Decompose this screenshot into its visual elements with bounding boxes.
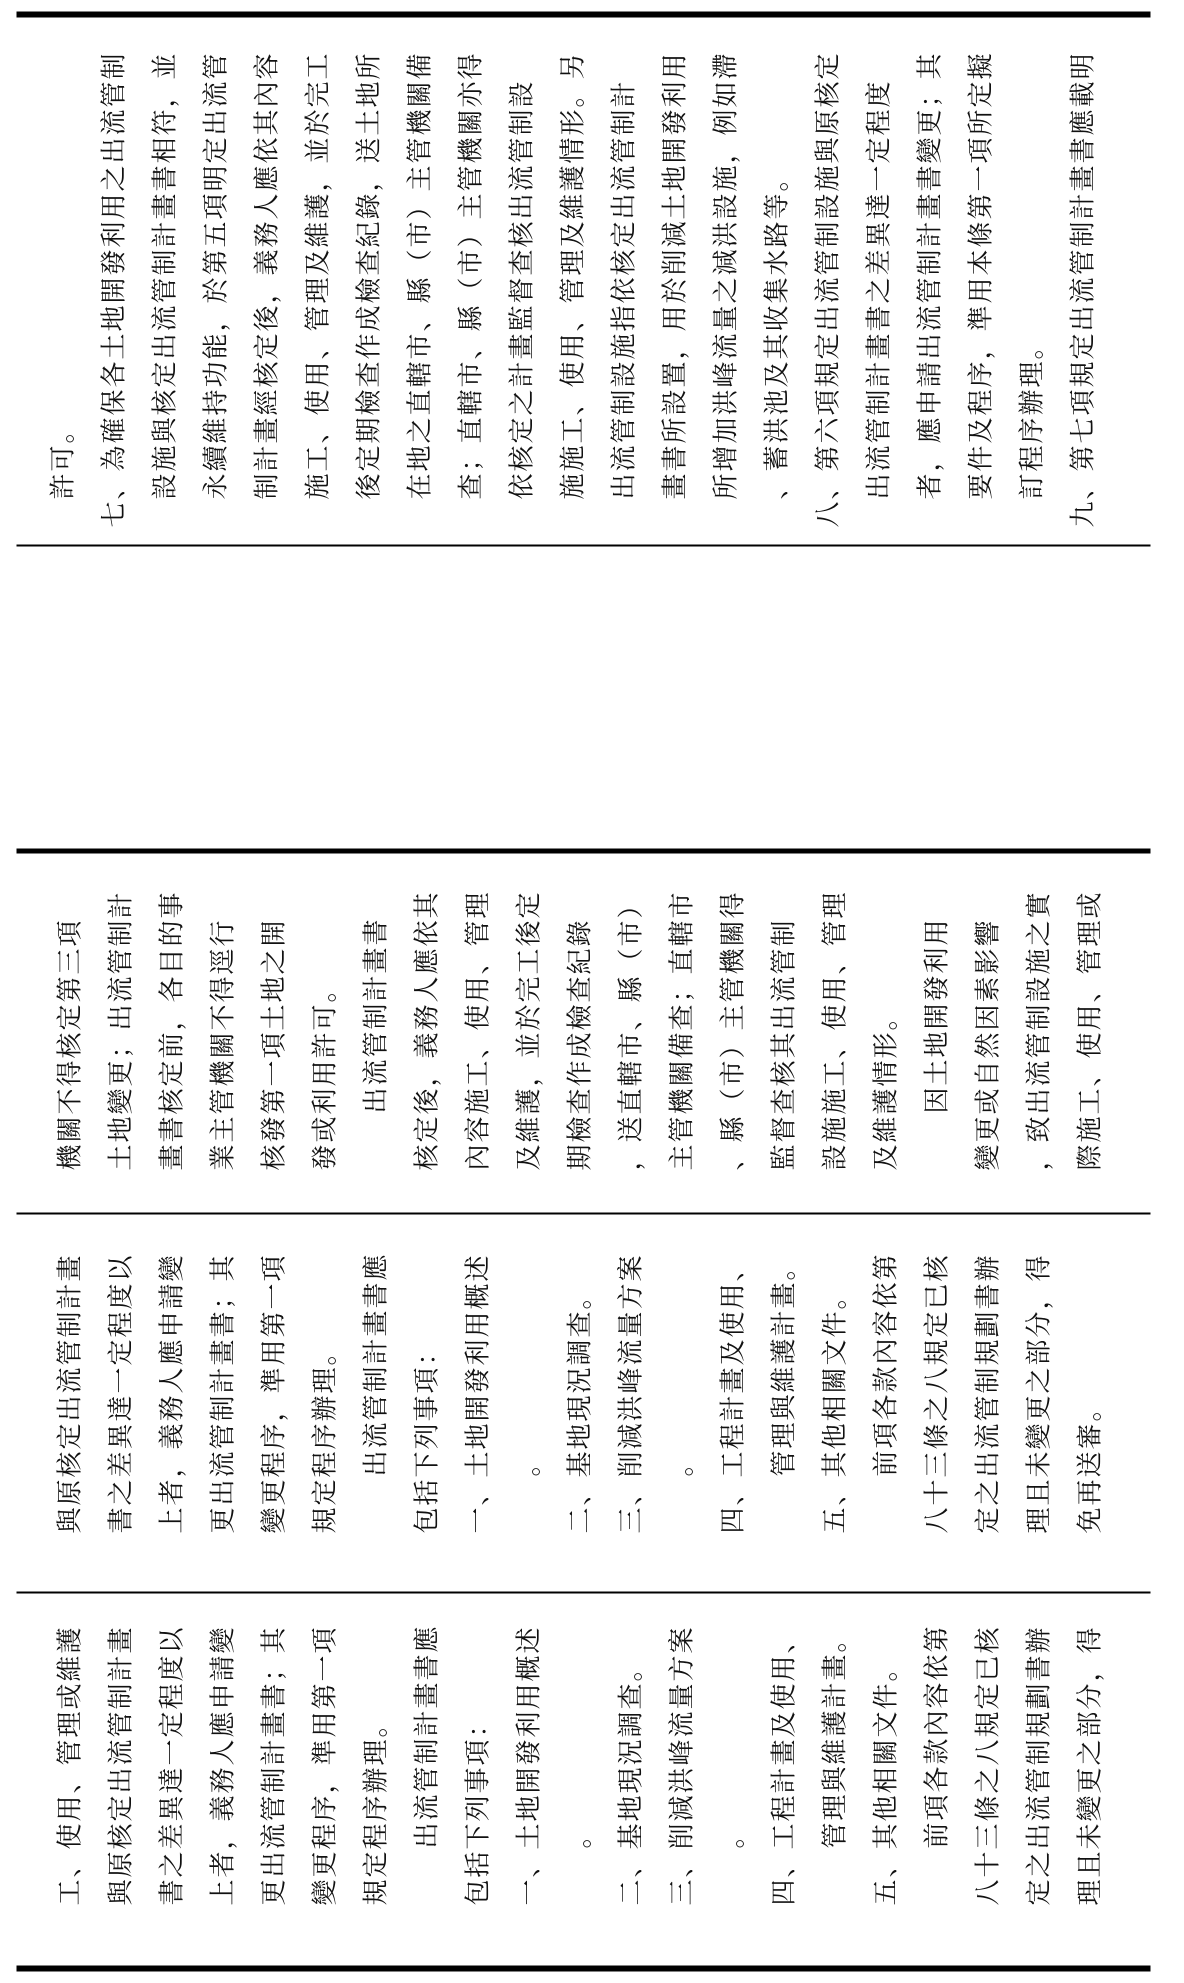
- text-line: 永續維持功能，於第五項明定出流管: [201, 50, 231, 499]
- text-line: 出流管制計畫書應: [361, 1251, 391, 1476]
- text-line: 一、土地開發利用概述: [514, 1624, 544, 1905]
- table-border-thick-1: [16, 1965, 1150, 1971]
- text-line: 監督查核其出流管制: [769, 917, 799, 1170]
- text-line: 定之出流管制規劃書辦: [973, 1252, 1003, 1533]
- text-line: 。: [565, 1819, 595, 1848]
- text-line: 更出流管制計畫書；其: [259, 1624, 289, 1905]
- text-column-2: [0, 1214, 1184, 1591]
- text-line: 與原核定出流管制計畫: [55, 1252, 85, 1533]
- text-line: ，致出流管制設施之實: [1024, 889, 1054, 1170]
- text-line: 施施工、使用、管理及維護情形。另: [558, 50, 588, 499]
- text-line: 所增加洪峰流量之減洪設施，例如滯: [711, 50, 741, 499]
- text-column-1: [0, 1593, 1184, 1965]
- text-line: 核定後，義務人應依其: [412, 889, 442, 1170]
- text-column-3: [0, 853, 1184, 1212]
- text-line: 五、其他相關文件。: [820, 1280, 850, 1533]
- text-line: 出流管制計畫書應: [412, 1623, 442, 1848]
- text-line: 依核定之計畫監督查核出流管制設: [507, 78, 537, 499]
- text-line: 、蓄洪池及其收集水路等。: [762, 162, 792, 499]
- text-line: 規定程序辦理。: [361, 1708, 391, 1905]
- text-line: 機關不得核定第三項: [55, 917, 85, 1170]
- text-line: 四、工程計畫及使用、: [769, 1624, 799, 1905]
- text-line: 管理與維護計畫。: [769, 1251, 799, 1476]
- text-line: 內容施工、使用、管理: [463, 889, 493, 1170]
- text-line: 管理與維護計畫。: [820, 1623, 850, 1848]
- text-line: 二、基地現況調查。: [616, 1652, 646, 1905]
- text-line: 及維護情形。: [871, 1001, 901, 1170]
- text-line: 更出流管制計畫書；其: [208, 1252, 238, 1533]
- text-line: 許可。: [48, 414, 78, 499]
- text-line: 設施與核定出流管制計畫書相符，並: [150, 50, 180, 499]
- text-line: 工、使用、管理或維護: [55, 1624, 85, 1905]
- text-line: 、縣（市）主管機關得: [718, 889, 748, 1170]
- text-line: 核發第一項土地之開: [259, 917, 289, 1170]
- text-line: ，送直轄市、縣（市）: [616, 889, 646, 1170]
- text-line: 包括下列事項：: [412, 1336, 442, 1533]
- text-line: 出流管制設施指依核定出流管制計: [609, 78, 639, 499]
- table-border-thick-3: [16, 11, 1150, 17]
- text-line: 際施工、使用、管理或: [1075, 889, 1105, 1170]
- text-line: 一、土地開發利用概述: [463, 1252, 493, 1533]
- text-line: 業主管機關不得逕行: [208, 917, 238, 1170]
- text-line: 八、第六項規定出流管制設施與原核定: [813, 50, 843, 527]
- text-line: 定之出流管制規劃書辦: [1024, 1624, 1054, 1905]
- text-line: 因土地開發利用: [922, 916, 952, 1113]
- text-line: 四、工程計畫及使用、: [718, 1252, 748, 1533]
- text-line: 上者，義務人應申請變: [157, 1252, 187, 1533]
- text-line: 前項各款內容依第: [871, 1251, 901, 1476]
- table-border-thick-2: [16, 848, 1150, 853]
- text-line: 上者，義務人應申請變: [208, 1624, 238, 1905]
- text-line: 。: [667, 1447, 697, 1476]
- text-line: 八十三條之八規定已核: [973, 1624, 1003, 1905]
- text-line: 設施施工、使用、管理: [820, 889, 850, 1170]
- text-line: 出流管制計畫書之差異達一定程度: [864, 78, 894, 499]
- text-line: 要件及程序，準用本條第一項所定擬: [966, 50, 996, 499]
- text-line: 三、削減洪峰流量方案: [667, 1624, 697, 1905]
- text-line: 包括下列事項：: [463, 1708, 493, 1905]
- text-line: 訂程序辦理。: [1017, 330, 1047, 499]
- text-line: 施工、使用、管理及維護，並於完工: [303, 50, 333, 499]
- text-line: 八十三條之八規定已核: [922, 1252, 952, 1533]
- text-line: 。: [514, 1447, 544, 1476]
- text-line: 規定程序辦理。: [310, 1336, 340, 1533]
- text-line: 變更程序，準用第一項: [259, 1252, 289, 1533]
- text-line: 前項各款內容依第: [922, 1623, 952, 1848]
- text-line: 期檢查作成檢查紀錄: [565, 917, 595, 1170]
- text-line: 九、第七項規定出流管制計畫書應載明: [1068, 50, 1098, 527]
- text-line: 理且未變更之部分，得: [1024, 1252, 1054, 1533]
- text-line: 三、削減洪峰流量方案: [616, 1252, 646, 1533]
- text-line: 與原核定出流管制計畫: [106, 1624, 136, 1905]
- text-line: 畫書核定前，各目的事: [157, 889, 187, 1170]
- text-line: 畫書所設置，用於削減土地開發利用: [660, 50, 690, 499]
- text-line: 五、其他相關文件。: [871, 1652, 901, 1905]
- text-line: 。: [718, 1819, 748, 1848]
- text-line: 制計畫經核定後，義務人應依其內容: [252, 50, 282, 499]
- text-line: 查；直轄市、縣（市）主管機關亦得: [456, 50, 486, 499]
- text-line: 七、為確保各土地開發利用之出流管制: [99, 50, 129, 527]
- text-column-4-empty: [0, 546, 1184, 848]
- text-line: 書之差異達一定程度以: [157, 1624, 187, 1905]
- text-line: 後定期檢查作成檢查紀錄，送土地所: [354, 50, 384, 499]
- text-line: 出流管制計畫書: [361, 916, 391, 1113]
- text-column-5: [0, 17, 1184, 544]
- text-line: 變更或自然因素影響: [973, 917, 1003, 1170]
- text-line: 者，應申請出流管制計畫書變更；其: [915, 50, 945, 499]
- text-line: 變更程序，準用第一項: [310, 1624, 340, 1905]
- text-line: 主管機關備查；直轄市: [667, 889, 697, 1170]
- text-line: 發或利用許可。: [310, 973, 340, 1170]
- text-line: 二、基地現況調查。: [565, 1280, 595, 1533]
- text-line: 免再送審。: [1075, 1392, 1105, 1533]
- text-line: 及維護，並於完工後定: [514, 889, 544, 1170]
- text-line: 書之差異達一定程度以: [106, 1252, 136, 1533]
- text-line: 土地變更；出流管制計: [106, 889, 136, 1170]
- text-line: 理且未變更之部分，得: [1075, 1624, 1105, 1905]
- text-line: 在地之直轄市、縣（市）主管機關備: [405, 50, 435, 499]
